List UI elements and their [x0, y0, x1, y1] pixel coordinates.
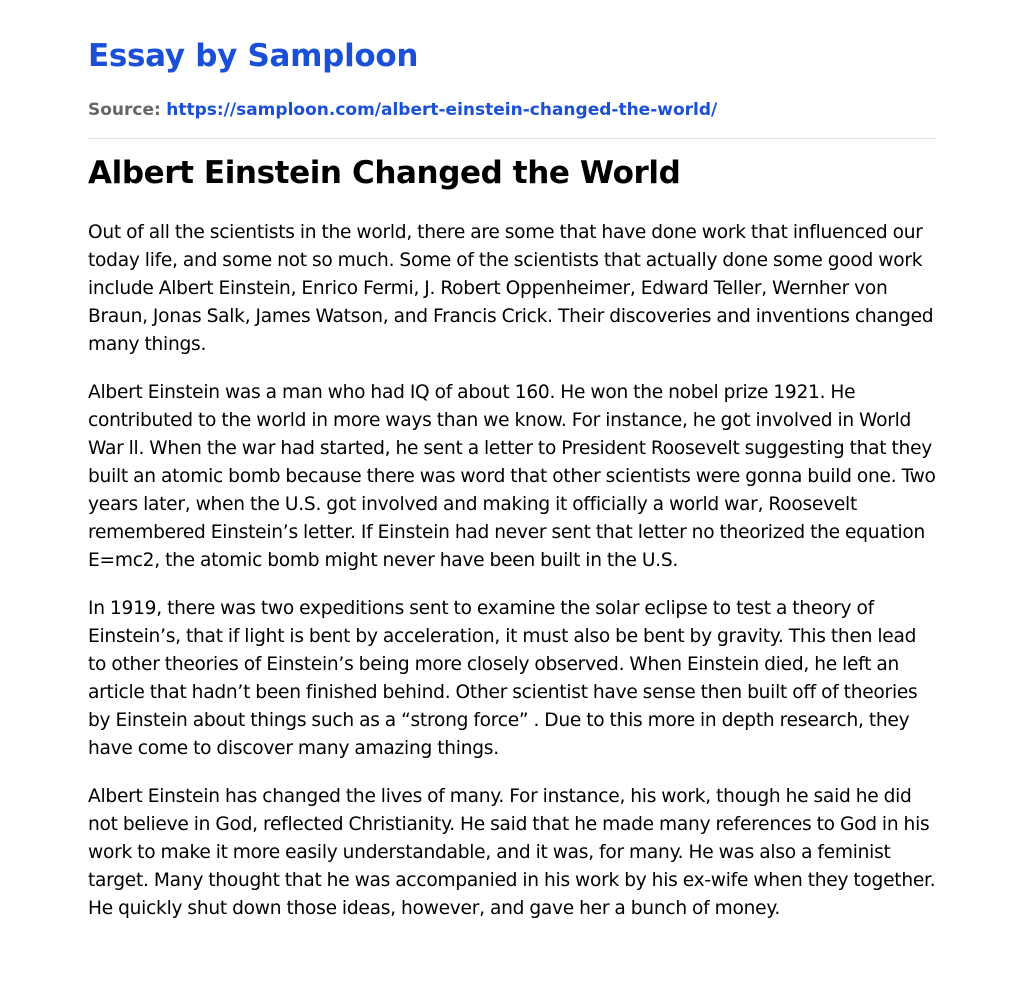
source-link[interactable]: https://samploon.com/albert-einstein-changed-the-world/	[166, 100, 718, 120]
source-line	[88, 98, 936, 122]
article-paragraph: Albert Einstein has changed the lives of many. For instance, his work, though he said he did not believe in God, reflected Christianity. He said that he made many references to God in his work to make it more easily understandable, and it was, for many. He was also a feminist target. Many thought that he was accompanied in his work by his ex-wife when they together. He quickly shut down those ideas, however, and gave her a bunch of money.	[88, 786, 936, 919]
source-label: Source:	[88, 100, 161, 120]
site-brand-title: Essay by Samploon	[88, 38, 419, 74]
article-body	[88, 219, 936, 923]
header-divider	[88, 138, 936, 139]
essay-page	[88, 0, 936, 923]
article-paragraph: Albert Einstein was a man who had IQ of about 160. He won the nobel prize 1921. He contributed to the world in more ways than we know. For instance, he got involved in World War ll. When the war had started, he sent a letter to President Roosevelt suggesting that they built an atomic bomb because there was word that other scientists were gonna build one. Two years later, when the U.S. got involved and making it officially a world war, Roosevelt remembered Einstein’s letter. If Einstein had never sent that letter no theorized the equation E=mc2, the atomic bomb might never have been built in the U.S.	[88, 382, 936, 571]
article-paragraph: In 1919, there was two expeditions sent to examine the solar eclipse to test a theory of Einstein’s, that if light is bent by acceleration, it must also be bent by gravity. This then lead to other theories of Einstein’s being more closely observed. When Einstein died, he left an article that hadn’t been finished behind. Other scientist have sense then built off of theories by Einstein about things such as a “strong force” . Due to this more in depth research, they have come to discover many amazing things.	[88, 598, 918, 759]
article-title: Albert Einstein Changed the World	[88, 155, 681, 191]
article-paragraph: Out of all the scientists in the world, there are some that have done work that influenced our today life, and some not so much. Some of the scientists that actually done some good work include Albert Einstein, Enrico Fermi, J. Robert Oppenheimer, Edward Teller, Wernher von Braun, Jonas Salk, James Watson, and Francis Crick. Their discoveries and inventions changed many things.	[88, 222, 934, 355]
